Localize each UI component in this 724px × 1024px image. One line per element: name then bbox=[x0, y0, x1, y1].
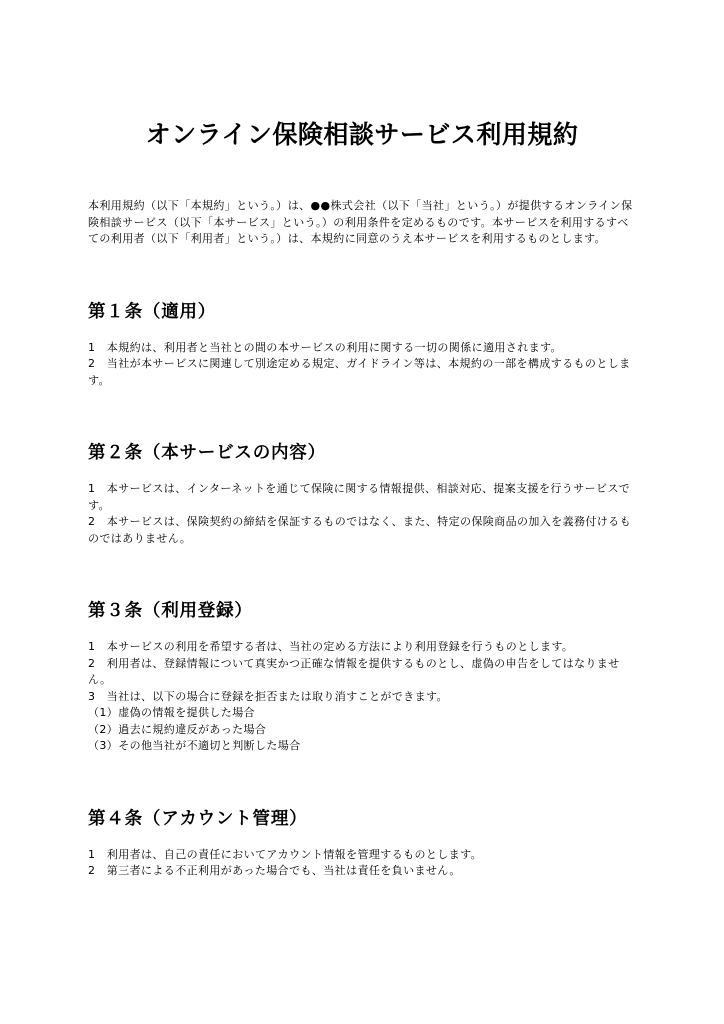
article-clause: 1 本規約は、利用者と当社との間の本サービスの利用に関する一切の関係に適用されます。 bbox=[88, 340, 562, 354]
article-clause: 2 第三者による不正利用があった場合でも、当社は責任を負いません。 bbox=[88, 864, 461, 877]
article-clause: 2 本サービスは、保険契約の締結を保証するものではなく、また、特定の保険商品の加入を義務付けるものではありません。 bbox=[88, 515, 631, 545]
article-2 bbox=[88, 441, 636, 547]
article-subclause: （1）虚偽の情報を提供した場合 bbox=[88, 706, 255, 719]
article-3 bbox=[88, 599, 636, 755]
article-4 bbox=[88, 807, 636, 880]
article-heading: 第３条（利用登録） bbox=[88, 601, 253, 621]
article-subclause: （3）その他当社が不適切と判断した場合 bbox=[88, 739, 301, 752]
document-title: オンライン保険相談サービス利用規約 bbox=[145, 120, 579, 149]
intro-paragraph: 本利用規約（以下「本規約」という。）は、●●株式会社（以下「当社」という。）が提供するオンライン保険相談サービス（以下「本サービス」という。）の利用条件を定めるものです。本サービスを利用するすべての利用者（以下「利用者」という。）は、本規約に同意のうえ本サービスを利用するものとします。 bbox=[88, 199, 633, 245]
article-clause: 1 利用者は、自己の責任においてアカウント情報を管理するものとします。 bbox=[88, 847, 483, 861]
article-subclause: （2）過去に規約違反があった場合 bbox=[88, 722, 267, 736]
article-clause: 2 当社が本サービスに関連して別途定める規定、ガイドライン等は、本規約の一部を構成するものとします。 bbox=[88, 357, 631, 387]
article-clause: 3 当社は、以下の場合に登録を拒否または取り消すことができます。 bbox=[88, 689, 448, 703]
article-heading: 第１条（適用） bbox=[88, 301, 217, 322]
article-clause: 1 本サービスは、インターネットを通じて保険に関する情報提供、相談対応、提案支援を行うサービスです。 bbox=[88, 482, 631, 512]
article-heading: 第２条（本サービスの内容） bbox=[88, 443, 326, 463]
article-clause: 2 利用者は、登録情報について真実かつ正確な情報を提供するものとし、虚偽の申告をしてはなりません。 bbox=[88, 656, 620, 686]
article-1 bbox=[88, 300, 636, 390]
article-clause: 1 本サービスの利用を希望する者は、当社の定める方法により利用登録を行うものとします。 bbox=[88, 640, 574, 653]
article-heading: 第４条（アカウント管理） bbox=[88, 808, 308, 829]
